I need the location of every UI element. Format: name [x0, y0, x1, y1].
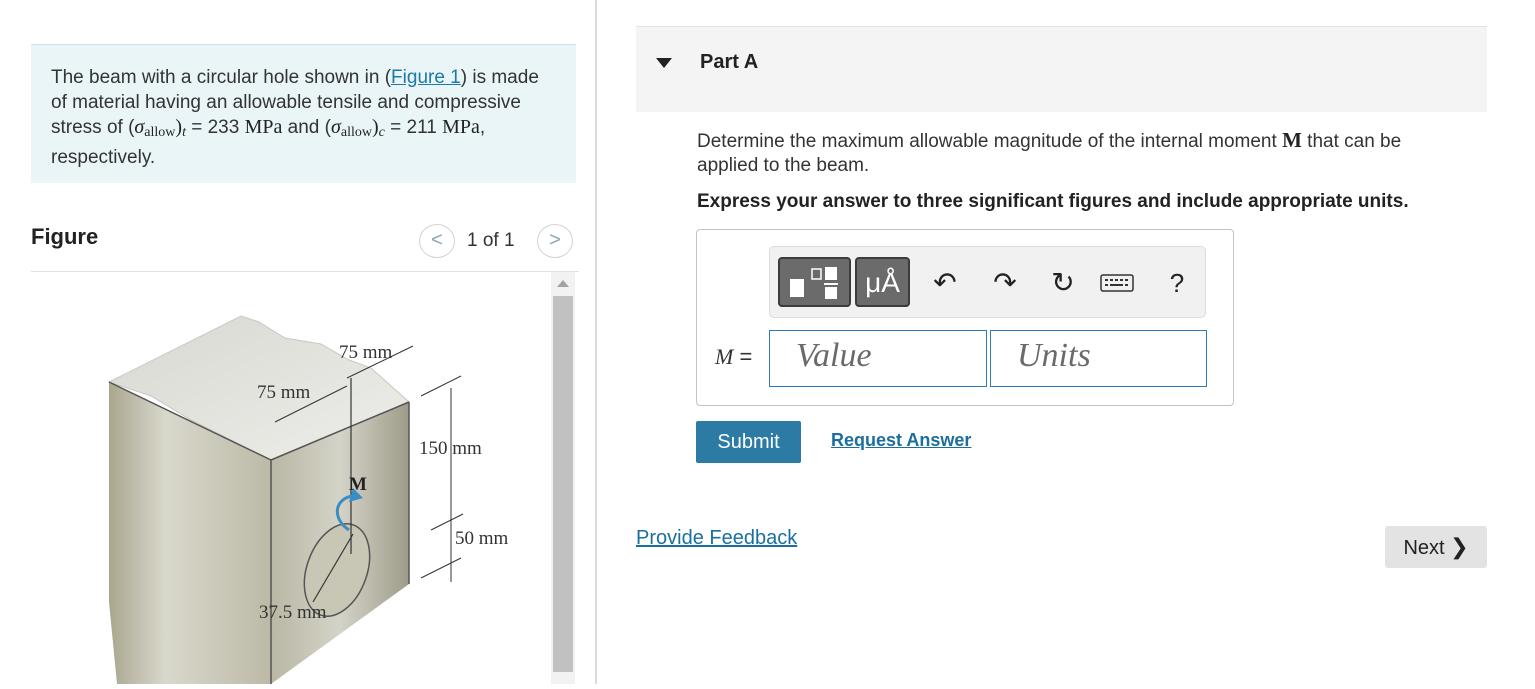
templates-button[interactable]: [778, 257, 851, 307]
math-toolbar: [769, 246, 1206, 318]
compressive-value: = 211: [384, 117, 443, 138]
provide-feedback-link[interactable]: Provide Feedback: [636, 527, 798, 549]
keyboard-button[interactable]: [1100, 268, 1134, 298]
help-button[interactable]: [1160, 266, 1194, 300]
question-text: [697, 128, 1457, 178]
undo-button[interactable]: [928, 266, 962, 300]
left-panel: [0, 0, 596, 684]
compressive-unit: MPa: [442, 116, 480, 138]
tensile-unit: MPa: [244, 116, 283, 138]
chevron-right-icon: >: [549, 229, 561, 251]
templates-icon: [780, 259, 849, 305]
problem-text-end: , respectively.: [51, 117, 486, 168]
figure-next-button[interactable]: [537, 224, 573, 258]
moment-symbol: M: [1282, 128, 1302, 152]
dim-label-side: 75 mm: [257, 382, 311, 403]
dim-label-height: 150 mm: [419, 438, 482, 459]
figure-counter: 1 of 1: [467, 230, 515, 251]
moment-label: M: [349, 474, 367, 495]
collapse-caret-icon[interactable]: [656, 58, 672, 68]
chevron-left-icon: <: [431, 229, 443, 251]
question-post: that can be applied to the beam.: [697, 131, 1402, 176]
tensile-value: = 233: [185, 117, 245, 138]
answer-box: [696, 229, 1234, 406]
dim-label-diameter: 37.5 mm: [259, 602, 327, 623]
scroll-up-arrow-icon[interactable]: [557, 280, 569, 287]
part-a-header[interactable]: [636, 26, 1487, 112]
units-input[interactable]: Units: [990, 330, 1207, 387]
submit-button[interactable]: Submit: [696, 421, 801, 463]
part-title: Part A: [700, 51, 759, 73]
problem-text-mid: ) is made of material having an allowable tensile and compressive stress of (: [51, 67, 539, 138]
panel-divider: [595, 0, 597, 684]
dim-label-top: 75 mm: [339, 342, 393, 363]
redo-icon: ↷: [993, 267, 1017, 298]
reset-icon: ↻: [1051, 267, 1075, 298]
figure-pager: [419, 224, 579, 258]
keyboard-icon: [1100, 272, 1134, 294]
redo-button[interactable]: [988, 266, 1022, 300]
answer-instruction: Express your answer to three significant figures and include appropriate units.: [697, 191, 1409, 212]
request-answer-link[interactable]: Request Answer: [831, 430, 972, 450]
problem-text-intro: The beam with a circular hole shown in (: [51, 67, 392, 88]
figure-scrollbar[interactable]: [551, 272, 575, 684]
figure-image: [31, 272, 549, 684]
next-button[interactable]: [1385, 526, 1487, 568]
next-label: Next: [1403, 537, 1445, 559]
help-icon: ?: [1169, 268, 1185, 298]
compressive-stress-symbol: $\sigma_{allow})_c$: [330, 116, 385, 140]
undo-icon: ↶: [933, 267, 957, 298]
units-icon: μÅ: [865, 267, 900, 298]
reset-button[interactable]: [1046, 266, 1080, 300]
beam-figure: [31, 272, 549, 684]
scroll-thumb[interactable]: [553, 296, 573, 672]
chevron-right-icon: ❯: [1450, 534, 1469, 559]
tensile-stress-symbol: $\sigma_{allow})_t$: [134, 116, 186, 140]
units-button[interactable]: [855, 257, 910, 307]
dim-ext: [421, 558, 461, 578]
value-input[interactable]: Value: [769, 330, 987, 387]
answer-variable-label: M =: [715, 344, 753, 369]
figure-prev-button[interactable]: [419, 224, 455, 258]
dim-label-offset: 50 mm: [455, 528, 509, 549]
dim-ext: [421, 376, 461, 396]
figure-title: Figure: [31, 224, 99, 249]
question-pre: Determine the maximum allowable magnitude of the internal moment: [697, 131, 1283, 152]
problem-and: and (: [282, 117, 331, 138]
figure-link[interactable]: Figure 1: [391, 67, 461, 88]
problem-statement: [31, 44, 576, 183]
